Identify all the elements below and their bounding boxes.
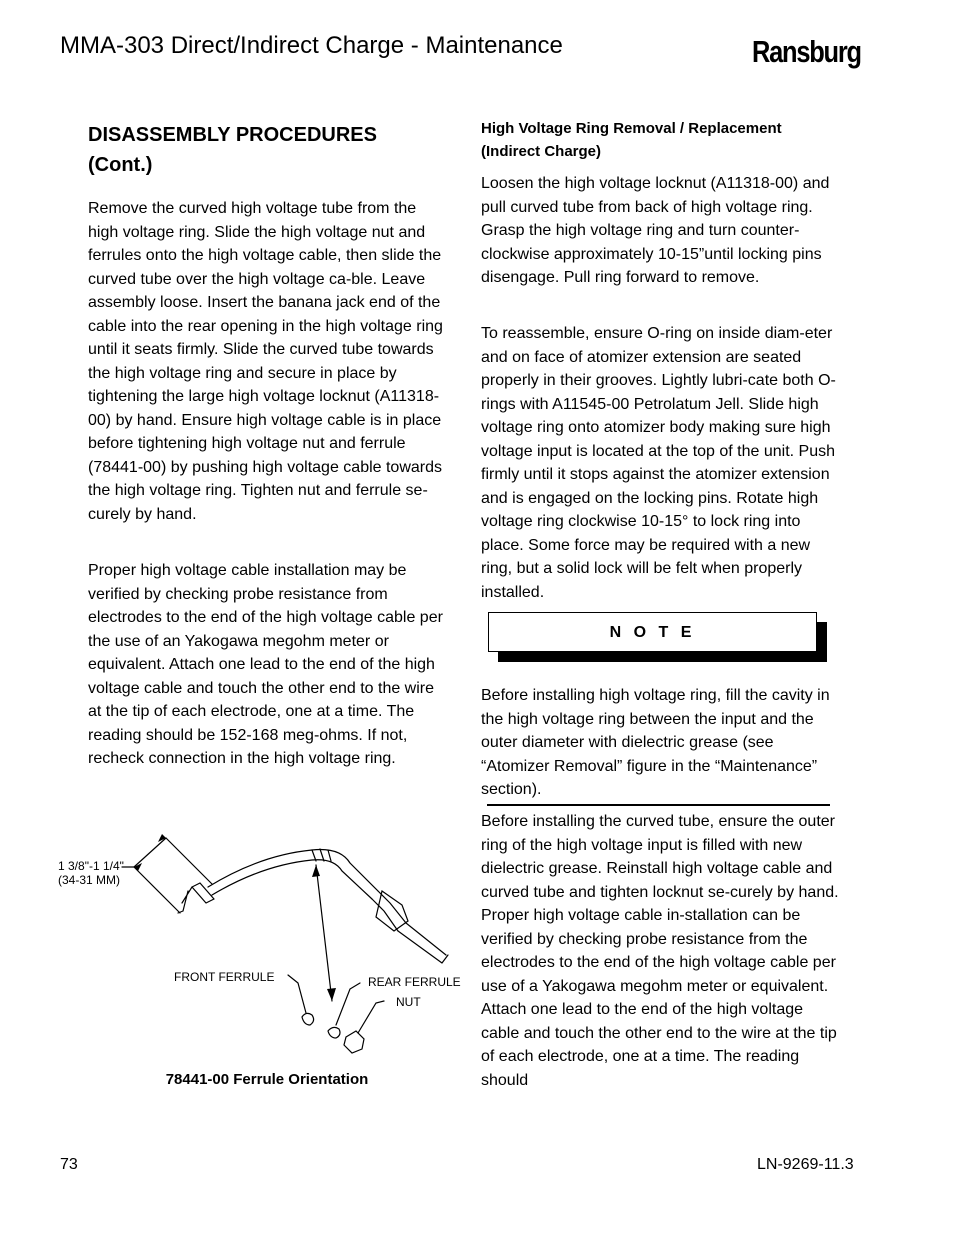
dimension-label-line2: (34-31 MM) bbox=[58, 873, 121, 887]
note-divider bbox=[487, 804, 830, 806]
subsection-heading-line2: (Indirect Charge) bbox=[481, 143, 602, 160]
rear-ferrule-leader bbox=[336, 983, 360, 1025]
section-heading-line1: DISASSEMBLY PROCEDURES bbox=[88, 124, 377, 146]
pointer-arrowhead-top bbox=[312, 865, 320, 877]
front-ferrule bbox=[302, 1013, 314, 1025]
page-number: 73 bbox=[60, 1156, 78, 1173]
ferrule-orientation-figure bbox=[50, 825, 470, 1060]
page-header-title: MMA-303 Direct/Indirect Charge - Maintenance bbox=[60, 32, 563, 59]
electrode-tip bbox=[178, 887, 192, 913]
cable-end bbox=[398, 923, 448, 963]
subsection-heading-line1: High Voltage Ring Removal / Replacement bbox=[481, 120, 782, 137]
right-fitting-ring bbox=[312, 849, 331, 861]
document-number: LN-9269-11.3 bbox=[757, 1156, 854, 1173]
right-paragraph-2: To reassemble, ensure O-ring on inside diam-eter and on face of atomizer extension are seated properly in their grooves. Lightly lubri-cate both O-rings with A11545-00 Petrolatum Jell. Slide high voltage ring onto atomizer body making sure high voltage input is located at the top of the unit. Push firmly until it stops against the atomizer extension and is engaged on the locking pins. Rotate high voltage ring clockwise 10-15° to lock ring into place. Some force may be required with a new ring, but a solid lock will be felt when properly installed. bbox=[481, 325, 836, 601]
left-paragraph-1: Remove the curved high voltage tube from the high voltage ring. Slide the high voltage nut and ferrules onto the high voltage cable, then slide the curved tube over the high voltage ca-ble. Leave assembly loose. Insert the banana jack end of the cable into the rear opening in the high voltage ring until it seats firmly. Slide the curved tube towards the high voltage ring and secure in place by tightening the large high voltage locknut (A11318-00) by hand. Ensure high voltage cable is in place before tightening high voltage nut and ferrule (78441-00) by pushing high voltage cable towards the high voltage ring. Tighten nut and ferrule se-curely by hand. bbox=[88, 200, 443, 523]
note-box: N O T E bbox=[488, 612, 817, 652]
dim-leader-right bbox=[166, 838, 212, 884]
figure-caption: 78441-00 Ferrule Orientation bbox=[165, 1071, 369, 1088]
nut-leader bbox=[358, 1001, 384, 1033]
left-paragraph-2: Proper high voltage cable installation may be verified by checking probe resistance from electrodes to the end of the high voltage cable per the use of an Yakogawa megohm meter or equivalent. Attach one lead to the end of the high voltage cable and touch the other end to the wire at the tip of each electrode, one at a time. The reading should be 152-168 meg-ohms. If not, recheck connection in the high voltage ring. bbox=[88, 562, 443, 767]
curved-tube-inner bbox=[212, 860, 372, 899]
rear-ferrule bbox=[328, 1027, 340, 1038]
dimension-label-line1: 1 3/8"-1 1/4" bbox=[58, 859, 124, 873]
nut-label: NUT bbox=[396, 995, 421, 1009]
rear-ferrule-label: REAR FERRULE bbox=[368, 975, 461, 989]
note-text: Before installing high voltage ring, fill the cavity in the high voltage ring between the input and the outer diameter with dielectric grease (see “Atomizer Removal” figure in the “Maintenance” section). bbox=[481, 687, 830, 798]
pointer-arrow bbox=[316, 865, 332, 1001]
section-heading bbox=[88, 120, 448, 180]
nut-part bbox=[344, 1031, 364, 1053]
section-heading-line2: (Cont.) bbox=[88, 154, 153, 176]
pointer-arrowhead-bottom bbox=[327, 988, 336, 1001]
dim-arrowhead-left bbox=[134, 863, 142, 871]
right-paragraph-3: Before installing the curved tube, ensure the outer ring of the high voltage input is filled with new dielectric grease. Reinstall high voltage cable and curved tube and tighten locknut se-curely by hand. Proper high voltage cable in-stallation can be verified by checking probe resistance from the electrodes to the end of the high voltage cable per use of a Yakogawa megohm meter or equivalent. Attach one lead to the end of the high voltage cable and touch the other end to the wire at the tip of each electrode, one at a time. The reading should bbox=[481, 813, 839, 1089]
curved-tube-outline bbox=[208, 850, 378, 891]
right-paragraph-1: Loosen the high voltage locknut (A11318-00) and pull curved tube from back of high voltage ring. Grasp the high voltage ring and turn counter-clockwise approximately 10-15”until locking pins disengage. Pull ring forward to remove. bbox=[481, 175, 830, 286]
dim-arrowhead-right bbox=[158, 834, 166, 842]
dim-arrow-line bbox=[134, 838, 166, 867]
dim-leader-left bbox=[134, 867, 180, 913]
front-ferrule-leader bbox=[288, 975, 306, 1013]
cable-nut bbox=[376, 891, 408, 931]
subsection-heading bbox=[481, 117, 841, 163]
front-ferrule-label: FRONT FERRULE bbox=[174, 970, 275, 984]
brand-logo: Ransburg bbox=[752, 34, 861, 69]
